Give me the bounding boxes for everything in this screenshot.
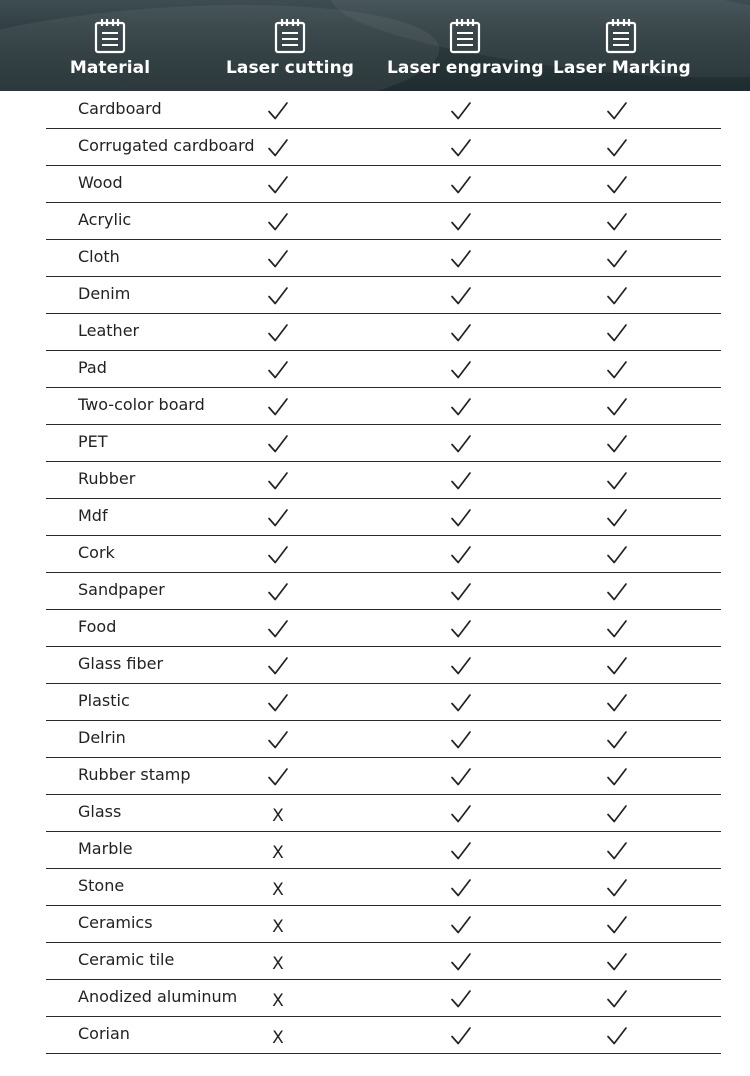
check-icon xyxy=(605,506,629,530)
material-name: Rubber stamp xyxy=(78,765,191,784)
check-icon xyxy=(266,210,290,234)
table-row xyxy=(46,609,721,647)
check-icon xyxy=(266,173,290,197)
check-icon xyxy=(266,543,290,567)
check-icon xyxy=(605,654,629,678)
check-icon xyxy=(605,173,629,197)
check-icon xyxy=(449,617,473,641)
table-row xyxy=(46,313,721,351)
check-icon xyxy=(449,247,473,271)
check-icon xyxy=(266,691,290,715)
table-row xyxy=(46,387,721,425)
x-mark: X xyxy=(272,917,284,937)
check-icon xyxy=(605,876,629,900)
material-name: Glass xyxy=(78,802,122,821)
check-icon xyxy=(449,469,473,493)
material-name: Two-color board xyxy=(78,395,205,414)
material-name: Rubber xyxy=(78,469,136,488)
material-name: Leather xyxy=(78,321,140,340)
table-row xyxy=(46,165,721,203)
check-icon xyxy=(449,395,473,419)
table-header xyxy=(0,0,750,91)
material-name: Glass fiber xyxy=(78,654,164,673)
material-name: Corrugated cardboard xyxy=(78,136,255,155)
check-icon xyxy=(449,802,473,826)
notepad-icon xyxy=(274,18,306,54)
material-name: Mdf xyxy=(78,506,108,525)
material-name: Cardboard xyxy=(78,99,162,118)
table-row xyxy=(46,720,721,758)
material-name: Denim xyxy=(78,284,131,303)
check-icon xyxy=(266,728,290,752)
column-header-label: Laser Marking xyxy=(553,58,691,78)
material-name: Pad xyxy=(78,358,107,377)
check-icon xyxy=(266,617,290,641)
check-icon xyxy=(266,247,290,271)
check-icon xyxy=(449,210,473,234)
check-icon xyxy=(605,802,629,826)
check-icon xyxy=(266,469,290,493)
material-name: Acrylic xyxy=(78,210,132,229)
table-row xyxy=(46,91,721,129)
material-name: Corian xyxy=(78,1024,130,1043)
check-icon xyxy=(449,136,473,160)
material-name: Ceramics xyxy=(78,913,153,932)
material-name: Marble xyxy=(78,839,133,858)
check-icon xyxy=(605,210,629,234)
check-icon xyxy=(449,321,473,345)
check-icon xyxy=(266,136,290,160)
table-row xyxy=(46,905,721,943)
check-icon xyxy=(449,358,473,382)
check-icon xyxy=(266,765,290,789)
table-row xyxy=(46,831,721,869)
check-icon xyxy=(266,580,290,604)
check-icon xyxy=(266,654,290,678)
material-name: Cork xyxy=(78,543,115,562)
check-icon xyxy=(605,1024,629,1048)
material-name: Ceramic tile xyxy=(78,950,175,969)
check-icon xyxy=(266,99,290,123)
header-laser-cutting xyxy=(225,0,355,91)
check-icon xyxy=(449,543,473,567)
notepad-icon xyxy=(94,18,126,54)
check-icon xyxy=(449,1024,473,1048)
check-icon xyxy=(605,839,629,863)
check-icon xyxy=(449,691,473,715)
table-row xyxy=(46,979,721,1017)
header-material xyxy=(45,0,175,91)
check-icon xyxy=(605,950,629,974)
check-icon xyxy=(449,950,473,974)
check-icon xyxy=(605,691,629,715)
check-icon xyxy=(449,987,473,1011)
table-row xyxy=(46,757,721,795)
column-header-label: Laser cutting xyxy=(225,58,355,78)
table-row xyxy=(46,646,721,684)
check-icon xyxy=(449,876,473,900)
header-laser-engraving xyxy=(387,0,543,91)
check-icon xyxy=(449,765,473,789)
table-row xyxy=(46,1016,721,1054)
check-icon xyxy=(605,728,629,752)
check-icon xyxy=(605,358,629,382)
check-icon xyxy=(449,506,473,530)
table-row xyxy=(46,942,721,980)
table-row xyxy=(46,239,721,277)
table-row xyxy=(46,128,721,166)
check-icon xyxy=(449,99,473,123)
material-name: Stone xyxy=(78,876,125,895)
table-row xyxy=(46,683,721,721)
check-icon xyxy=(449,432,473,456)
material-name: Sandpaper xyxy=(78,580,165,599)
check-icon xyxy=(605,99,629,123)
check-icon xyxy=(605,543,629,567)
check-icon xyxy=(266,432,290,456)
header-laser-marking xyxy=(553,0,689,91)
check-icon xyxy=(605,580,629,604)
column-header-label: Material xyxy=(69,58,151,78)
check-icon xyxy=(266,321,290,345)
table-row xyxy=(46,202,721,240)
check-icon xyxy=(449,913,473,937)
check-icon xyxy=(266,395,290,419)
check-icon xyxy=(449,173,473,197)
check-icon xyxy=(449,728,473,752)
table-row xyxy=(46,498,721,536)
check-icon xyxy=(605,469,629,493)
material-name: Anodized aluminum xyxy=(78,987,238,1006)
check-icon xyxy=(605,617,629,641)
material-name: Food xyxy=(78,617,117,636)
x-mark: X xyxy=(272,880,284,900)
table-row xyxy=(46,868,721,906)
table-row xyxy=(46,572,721,610)
material-name: Wood xyxy=(78,173,123,192)
table-row xyxy=(46,424,721,462)
notepad-icon xyxy=(605,18,637,54)
check-icon xyxy=(605,765,629,789)
material-name: Plastic xyxy=(78,691,130,710)
table-row xyxy=(46,276,721,314)
check-icon xyxy=(449,654,473,678)
column-header-label: Laser engraving xyxy=(387,58,544,78)
check-icon xyxy=(605,284,629,308)
table-row xyxy=(46,535,721,573)
check-icon xyxy=(605,913,629,937)
check-icon xyxy=(449,284,473,308)
check-icon xyxy=(605,987,629,1011)
check-icon xyxy=(266,284,290,308)
check-icon xyxy=(449,839,473,863)
x-mark: X xyxy=(272,954,284,974)
check-icon xyxy=(605,321,629,345)
check-icon xyxy=(449,580,473,604)
table-row xyxy=(46,350,721,388)
x-mark: X xyxy=(272,991,284,1011)
material-name: Cloth xyxy=(78,247,120,266)
check-icon xyxy=(605,136,629,160)
material-name: Delrin xyxy=(78,728,126,747)
check-icon xyxy=(605,395,629,419)
notepad-icon xyxy=(449,18,481,54)
check-icon xyxy=(266,358,290,382)
table-row xyxy=(46,461,721,499)
check-icon xyxy=(605,247,629,271)
material-name: PET xyxy=(78,432,108,451)
check-icon xyxy=(266,506,290,530)
table-row xyxy=(46,794,721,832)
x-mark: X xyxy=(272,1028,284,1048)
check-icon xyxy=(605,432,629,456)
x-mark: X xyxy=(272,806,284,826)
x-mark: X xyxy=(272,843,284,863)
